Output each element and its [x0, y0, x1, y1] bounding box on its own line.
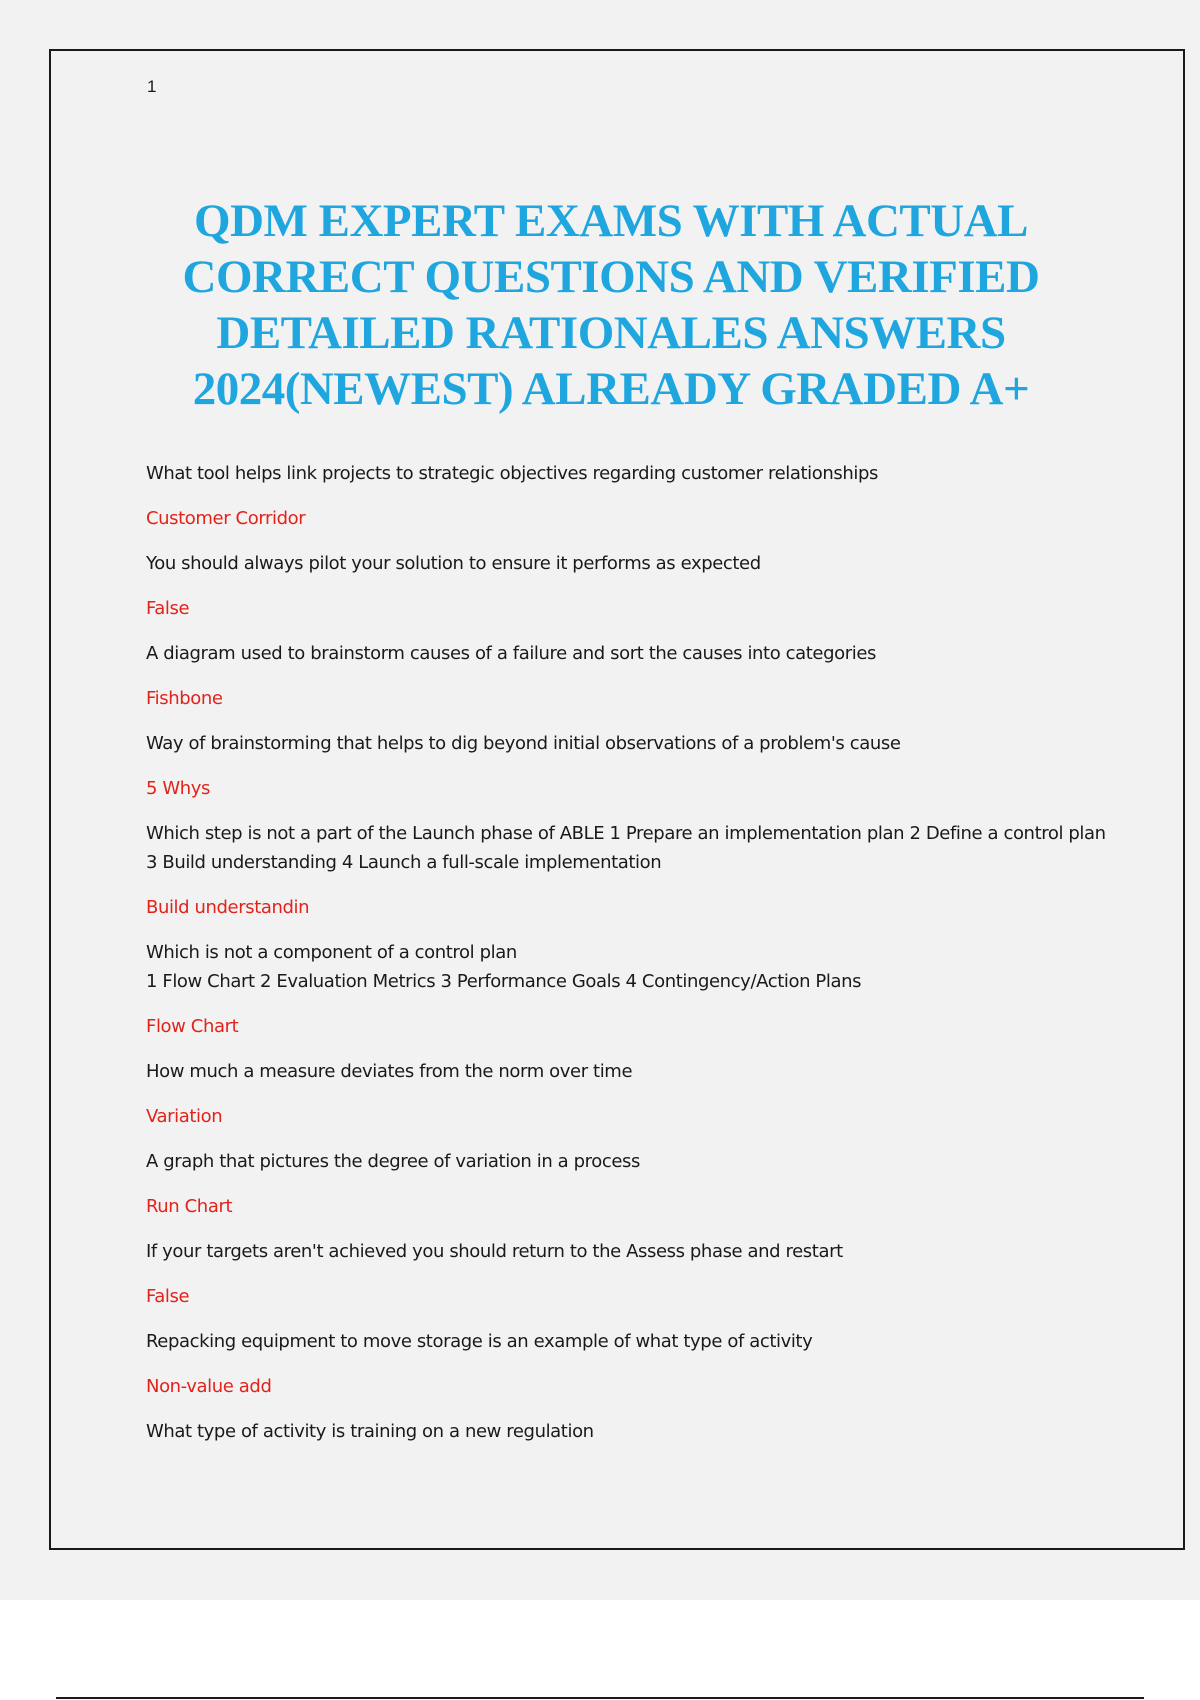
answer-text: Run Chart: [146, 1196, 233, 1217]
qa-item: [146, 819, 1106, 922]
answer-text: 5 Whys: [146, 778, 211, 799]
footer-divider: [56, 1697, 1144, 1699]
answer-text: Fishbone: [146, 688, 223, 709]
qa-item: [146, 549, 1106, 623]
question-text: A diagram used to brainstorm causes of a failure and sort the causes into categories: [146, 643, 877, 664]
qa-item: [146, 938, 1106, 1041]
qa-item: [146, 1147, 1106, 1221]
page-number: 1: [147, 77, 157, 96]
answer-text: False: [146, 1286, 190, 1307]
qa-item: [146, 639, 1106, 713]
question-text: Which is not a component of a control plan 1 Flow Chart 2 Evaluation Metrics 3 Performance Goals 4 Contingency/Action Plans: [146, 942, 862, 992]
answer-text: Build understandin: [146, 897, 310, 918]
question-text: Repacking equipment to move storage is an example of what type of activity: [146, 1331, 813, 1352]
document-page: [49, 49, 1185, 1550]
answer-text: False: [146, 598, 190, 619]
answer-text: Variation: [146, 1106, 223, 1127]
qa-list: [146, 459, 1106, 1462]
question-text: You should always pilot your solution to ensure it performs as expected: [146, 553, 761, 574]
qa-item: [146, 1327, 1106, 1401]
document-title: QDM EXPERT EXAMS WITH ACTUAL CORRECT QUESTIONS AND VERIFIED DETAILED RATIONALES ANSWERS 2024(NEWEST) ALREADY GRADED A+: [182, 195, 1040, 415]
qa-item: [146, 729, 1106, 803]
question-text: If your targets aren't achieved you should return to the Assess phase and restart: [146, 1241, 843, 1262]
answer-text: Non-value add: [146, 1376, 272, 1397]
qa-item: [146, 1237, 1106, 1311]
question-text: Way of brainstorming that helps to dig beyond initial observations of a problem's cause: [146, 733, 901, 754]
qa-item: [146, 1417, 1106, 1446]
question-text: Which step is not a part of the Launch phase of ABLE 1 Prepare an implementation plan 2 Define a control plan 3 Build understanding 4 Launch a full-scale implementation: [146, 823, 1106, 873]
qa-item: [146, 459, 1106, 533]
question-text: What type of activity is training on a new regulation: [146, 1421, 594, 1442]
question-text: A graph that pictures the degree of variation in a process: [146, 1151, 640, 1172]
qa-item: [146, 1057, 1106, 1131]
answer-text: Customer Corridor: [146, 508, 306, 529]
question-text: How much a measure deviates from the norm over time: [146, 1061, 633, 1082]
answer-text: Flow Chart: [146, 1016, 239, 1037]
question-text: What tool helps link projects to strategic objectives regarding customer relationships: [146, 463, 878, 484]
